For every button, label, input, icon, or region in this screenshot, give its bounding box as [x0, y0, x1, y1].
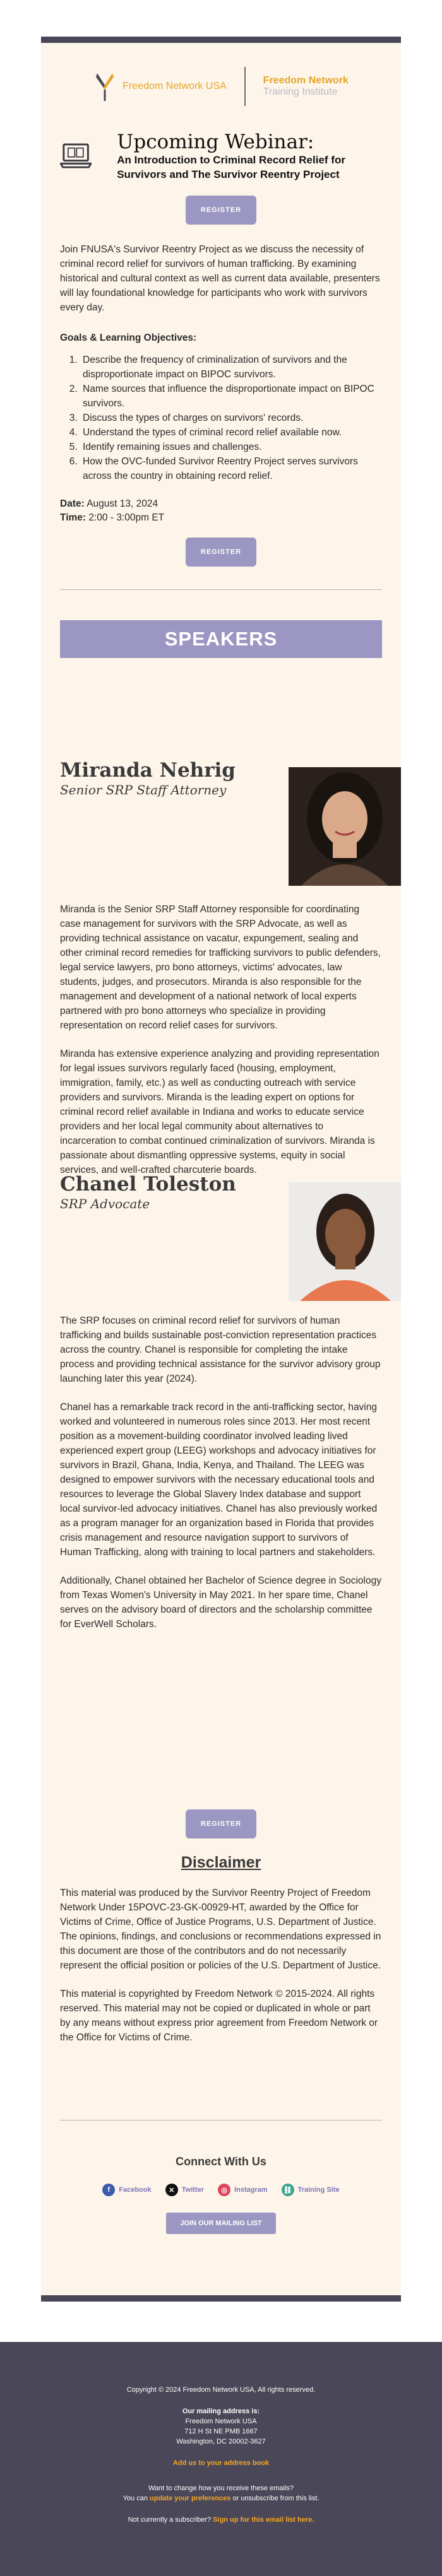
email-card	[41, 37, 401, 2302]
instagram-icon: ◎	[218, 2184, 230, 2196]
footer	[0, 2342, 442, 2576]
portrait-image	[289, 767, 401, 886]
connect-heading: Connect With Us	[176, 2155, 266, 2168]
bio-paragraph: Chanel has a remarkable track record in the anti-trafficking sector, having worked and volunteered in numerous roles since 2013. Her most recent position as a movement-building coordinator involved leading lived experienced expert group (LEEG) workshops and advocacy initiatives for survivors in Brazil, Ghana, India, Kenya, and Thailand. The LEEG was designed to empower survivors with the necessary educational tools and resources to leverage the Global Slavery Index database and support local survivor-led advocacy initiatives. Chanel has also previously worked as a program manager for an organization based in Florida that provides crisis management and resource navigation support to survivors of Human Trafficking, along with training to local partners and stakeholders.	[60, 1402, 378, 1558]
footer-address-heading: Our mailing address is:	[182, 2408, 260, 2415]
laptop-icon	[60, 134, 92, 178]
unsubscribe-link[interactable]: unsubscribe from this list	[241, 2495, 318, 2502]
register-button-bottom[interactable]: REGISTER	[186, 1809, 256, 1838]
footer-text: or	[230, 2495, 241, 2502]
x-icon: ✕	[165, 2184, 178, 2196]
speaker-photo-chanel	[289, 1182, 401, 1301]
connect-section	[60, 2155, 382, 2234]
portrait-image	[289, 1182, 401, 1301]
register-button-top[interactable]: REGISTER	[186, 196, 256, 225]
footer-preferences-line	[0, 2493, 442, 2503]
goals-list	[60, 353, 382, 483]
training-institute-logo[interactable]	[246, 75, 349, 98]
footer-address-line: 712 H St NE PMB 1667	[184, 2428, 258, 2435]
training-site-link[interactable]	[282, 2184, 340, 2196]
instagram-label: Instagram	[234, 2186, 268, 2194]
list-item: 4. Understand the types of criminal record relief available now.	[80, 425, 382, 440]
list-item: 6. How the OVC-funded Survivor Reentry Project serves survivors across the country in obtaining record relief.	[80, 454, 382, 483]
facebook-icon: f	[102, 2184, 115, 2196]
event-details	[60, 497, 382, 525]
speakers-heading: SPEAKERS	[60, 620, 382, 658]
speaker-chanel-bio	[60, 1314, 382, 1632]
speaker-role: SRP Advocate	[60, 1196, 150, 1211]
instagram-link[interactable]	[218, 2184, 268, 2196]
time-value: 2:00 - 3:00pm ET	[88, 512, 165, 523]
speaker-name: Chanel Toleston	[60, 1173, 236, 1196]
list-item: 3. Discuss the types of charges on survivors' records.	[80, 411, 382, 425]
list-item: 2. Name sources that influence the disproportionate impact on BIPOC survivors.	[80, 382, 382, 411]
logo-right-sub: Training Institute	[263, 86, 338, 97]
footer-text: Not currently a subscriber?	[128, 2516, 213, 2524]
list-item: 1. Describe the frequency of criminalization of survivors and the disproportionate impact on BIPOC survivors.	[80, 353, 382, 382]
link-icon: ⛓	[282, 2184, 294, 2196]
date-label: Date:	[60, 498, 85, 509]
fnusa-logo[interactable]	[93, 67, 246, 106]
register-wrap	[60, 1809, 382, 1838]
twitter-link[interactable]	[165, 2184, 204, 2196]
social-links	[60, 2184, 382, 2196]
divider	[60, 589, 382, 590]
freedom-network-logo-icon	[93, 71, 116, 102]
update-preferences-link[interactable]: update your preferences	[150, 2495, 231, 2502]
twitter-label: Twitter	[181, 2186, 204, 2194]
date-value: August 13, 2024	[87, 498, 158, 509]
speaker-photo-miranda	[289, 767, 401, 886]
footer-address-line: Washington, DC 20002-3627	[176, 2438, 266, 2445]
copyright-paragraph: This material is copyrighted by Freedom Network © 2015-2024. All rights reserved. This material may not be copied or duplicated in whole or part by any means without express prior agreement from Freedom Network or the Office for Victims of Crime.	[60, 1989, 378, 2043]
time-label: Time:	[60, 512, 87, 523]
footer-text: You can	[122, 2495, 150, 2502]
disclaimer-heading: Disclaimer	[181, 1854, 261, 1871]
footer-change-question: Want to change how you receive these emails?	[148, 2485, 294, 2492]
webinar-header	[60, 131, 382, 182]
signup-link[interactable]: Sign up for this email list here.	[213, 2516, 314, 2524]
list-item: 5. Identify remaining issues and challenges.	[80, 440, 382, 454]
goals-heading: Goals & Learning Objectives:	[60, 332, 197, 343]
add-address-link[interactable]: Add us to your address book	[172, 2459, 270, 2467]
speaker-miranda-bio	[60, 902, 382, 1177]
disclaimer-paragraph: This material was produced by the Survivor Reentry Project of Freedom Network Under 15POVC-23-GK-00929-HT, awarded by the Office for Victims of Crime, Office of Justice Programs, U.S. Department of Justice. The opinions, findings, and conclusions or recommendations expressed in this document are those of the contributors and do not necessarily represent the official position or policies of the U.S. Department of Justice.	[60, 1888, 381, 1971]
facebook-link[interactable]	[102, 2184, 151, 2196]
bio-paragraph: The SRP focuses on criminal record relief for survivors of human trafficking and builds sustainable post-conviction representation practices across the country. Chanel is responsible for completing the intake process and providing technical assistance for the survivor advisory group launching later this year (2024).	[60, 1315, 381, 1384]
bio-paragraph: Miranda is the Senior SRP Staff Attorney responsible for coordinating case management for survivors with the SRP Advocate, as well as providing technical assistance on vacatur, expungement, sealing and other criminal record remedies for trafficking survivors to public defenders, legal service lawyers, pro bono attorneys, victims' advocates, law students, judges, and prosecutors. Miranda is also responsible for the management and development of a national network of local experts partnered with pro bono attorneys who specialize in providing representation on record relief cases for survivors.	[60, 904, 381, 1031]
disclaimer-section	[60, 1854, 382, 2045]
footer-signup-line	[0, 2515, 442, 2525]
speaker-name: Miranda Nehrig	[60, 759, 236, 782]
training-site-label: Training Site	[297, 2186, 340, 2194]
footer-address-line: Freedom Network USA	[185, 2418, 257, 2425]
facebook-label: Facebook	[119, 2186, 152, 2194]
bio-paragraph: Miranda has extensive experience analyzing and providing representation for legal issues survivors regularly faced (housing, employment, immigration, family, etc.) as well as conducting outreach with service providers and survivors. Miranda is the leading expert on options for criminal record relief available in Indiana and works to educate service providers and her local legal community about alternatives to incarceration to combat continued criminalization of survivors. Miranda is passionate about dismantling oppressive systems, equity in social services, and well-crafted charcuterie boards.	[60, 1049, 379, 1175]
bio-paragraph: Additionally, Chanel obtained her Bachelor of Science degree in Sociology from Texas Women's University in May 2021. In her spare time, Chanel serves on the advisory board of directors and the scholarship committee for EverWell Scholars.	[60, 1575, 381, 1630]
footer-text: .	[317, 2495, 320, 2502]
join-mailing-list-button[interactable]: JOIN OUR MAILING LIST	[166, 2213, 276, 2234]
speaker-role: Senior SRP Staff Attorney	[60, 782, 227, 797]
logo-right-title: Freedom Network	[263, 75, 349, 86]
intro-paragraph: Join FNUSA's Survivor Reentry Project as we discuss the necessity of criminal record relief for survivors of human trafficking. By examining historical and cultural context as well as current data available, presenters will lay foundational knowledge for participants who work with survivors every day.	[60, 244, 380, 313]
logo-left-text: Freedom Network USA	[122, 81, 227, 91]
footer-copyright: Copyright © 2024 Freedom Network USA, All rights reserved.	[126, 2386, 316, 2394]
page-subtitle: An Introduction to Criminal Record Relief for Survivors and The Survivor Reentry Project	[117, 154, 345, 180]
logo-banner	[41, 67, 401, 106]
register-button-middle[interactable]: REGISTER	[186, 538, 256, 567]
page-title: Upcoming Webinar:	[117, 131, 314, 153]
